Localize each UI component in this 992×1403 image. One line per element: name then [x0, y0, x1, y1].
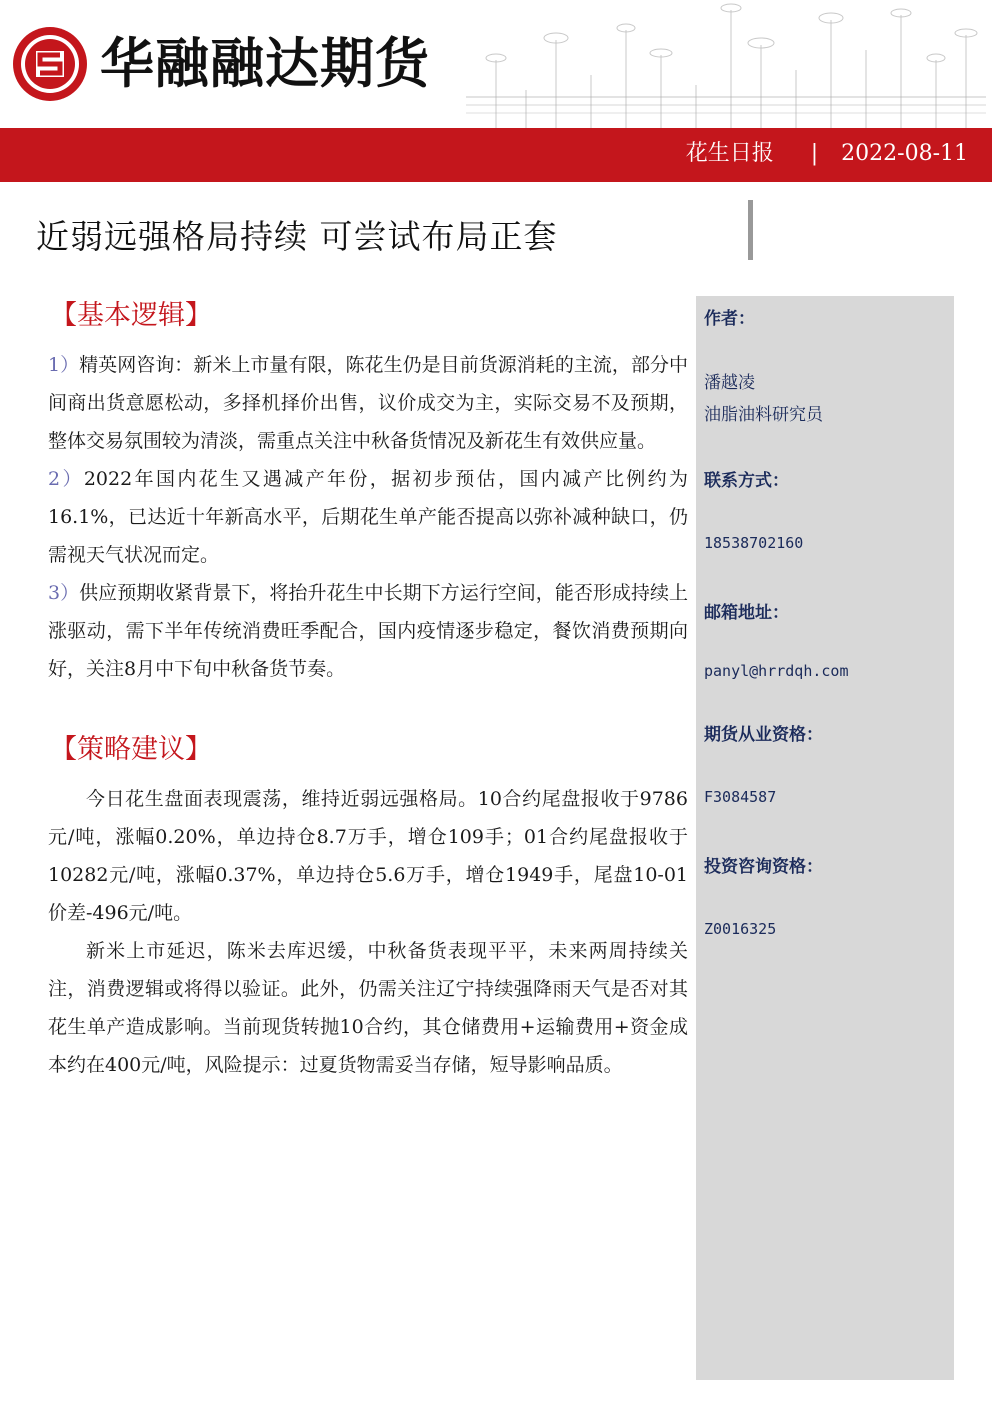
- company-logo-icon: [10, 24, 90, 104]
- report-info-bar: [0, 128, 992, 182]
- report-title: 近弱远强格局持续 可尝试布局正套: [36, 217, 558, 256]
- author-sidebar: [688, 296, 954, 1380]
- futures-qualification-label: 期货从业资格：: [704, 725, 823, 745]
- header-decoration: [456, 0, 992, 128]
- author-label: 作者：: [704, 309, 755, 329]
- report-type: 花生日报: [685, 141, 774, 166]
- logic-item-text: 供应预期收紧背景下，将抬升花生中长期下方运行空间，能否形成持续上涨驱动，需下半年传统消费旺季配合，国内疫情逐步稳定，餐饮消费预期向好，关注8月中下旬中秋备货节奏。: [48, 582, 688, 680]
- author-title: 油脂油料研究员: [704, 405, 823, 425]
- company-name: 华融融达期货: [100, 32, 430, 95]
- investment-qualification-label: 投资咨询资格：: [704, 857, 823, 877]
- logic-item-text: 2022年国内花生又遇减产年份，据初步预估，国内减产比例约为16.1%，已达近十年新高水平，后期花生单产能否提高以弥补减种缺口，仍需视天气状况而定。: [48, 468, 688, 566]
- logic-item-1: [48, 346, 688, 460]
- strategy-paragraph-1: 今日花生盘面表现震荡，维持近弱远强格局。10合约尾盘报收于9786元/吨，涨幅0.20%，单边持仓8.7万手，增仓109手；01合约尾盘报收于10282元/吨，涨幅0.37%，单边持仓5.6万手，增仓1949手，尾盘10-01价差-496元/吨。: [48, 788, 688, 924]
- logic-item-number: 3）: [48, 582, 80, 604]
- contact-phone: 18538702160: [704, 534, 804, 552]
- strategy-paragraph-2: 新米上市延迟，陈米去库迟缓，中秋备货表现平平，未来两周持续关注，消费逻辑或将得以验证。此外，仍需关注辽宁持续强降雨天气是否对其花生单产造成影响。当前现货转抛10合约，其仓储费用+运输费用+资金成本约在400元/吨，风险提示：过夏货物需妥当存储，短导影响品质。: [48, 940, 688, 1076]
- report-separator: |: [810, 141, 819, 166]
- section-heading-strategy: 【策略建议】: [50, 734, 212, 765]
- main-content: [48, 296, 688, 1084]
- futures-qualification-id: F3084587: [704, 788, 777, 806]
- report-header: [0, 0, 992, 128]
- logic-item-number: 1）: [48, 354, 80, 376]
- logic-item-2: [48, 460, 688, 574]
- section-heading-logic: 【基本逻辑】: [50, 300, 212, 331]
- title-divider: [748, 200, 753, 260]
- investment-qualification-id: Z0016325: [704, 920, 777, 938]
- email-label: 邮箱地址：: [704, 603, 789, 623]
- logic-item-number: 2）: [48, 468, 84, 490]
- logic-item-text: 精英网咨询：新米上市量有限，陈花生仍是目前货源消耗的主流，部分中间商出货意愿松动，多择机择价出售，议价成交为主，实际交易不及预期，整体交易氛围较为清淡，需重点关注中秋备货情况及新花生有效供应量。: [48, 354, 688, 452]
- contact-email[interactable]: panyl@hrrdqh.com: [704, 662, 849, 680]
- report-date: 2022-08-11: [841, 141, 968, 166]
- contact-label: 联系方式：: [704, 471, 789, 491]
- author-name: 潘越凌: [704, 373, 755, 393]
- logic-item-3: [48, 574, 688, 688]
